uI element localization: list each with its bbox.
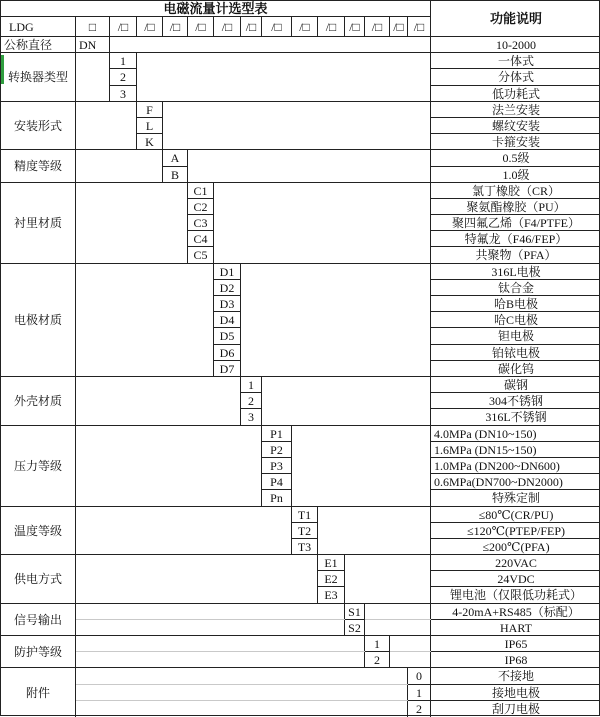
option-desc-cell: 碳钢 xyxy=(431,377,600,393)
diameter-code-cell: DN xyxy=(76,37,110,53)
option-code-cell: 1 xyxy=(408,685,431,701)
group-label-8: 供电方式 xyxy=(1,555,76,604)
option-code-cell: Pn xyxy=(262,490,292,507)
filler-cell xyxy=(292,426,431,507)
group-label-4: 电极材质 xyxy=(1,264,76,377)
group-label-9: 信号输出 xyxy=(1,604,76,636)
group-label-7: 温度等级 xyxy=(1,507,76,555)
group-label-6: 压力等级 xyxy=(1,426,76,507)
group-label-10: 防护等级 xyxy=(1,636,76,668)
base-code-box-cell: □ xyxy=(76,17,110,37)
option-desc-cell: 24VDC xyxy=(431,571,600,587)
function-desc-header: 功能说明 xyxy=(431,1,600,37)
option-code-cell: C2 xyxy=(188,199,214,215)
filler-cell xyxy=(214,183,431,264)
option-desc-cell: 0.5级 xyxy=(431,150,600,167)
option-code-cell: 3 xyxy=(241,409,262,426)
option-desc-cell: HART xyxy=(431,620,600,636)
option-code-cell: 2 xyxy=(365,652,390,668)
option-code-cell: F xyxy=(137,102,163,118)
option-desc-cell: 1.0MPa (DN200~DN600) xyxy=(431,458,600,474)
group-label-2: 精度等级 xyxy=(1,150,76,183)
option-code-cell: K xyxy=(137,134,163,150)
light-gridline xyxy=(390,651,431,652)
option-code-cell: D2 xyxy=(214,280,241,296)
option-desc-cell: 316L电极 xyxy=(431,264,600,280)
group-label-5: 外壳材质 xyxy=(1,377,76,426)
code-slot-cell: /□ xyxy=(318,17,345,37)
option-desc-cell: 316L不锈钢 xyxy=(431,409,600,426)
filler-cell xyxy=(262,377,431,426)
option-code-cell: P3 xyxy=(262,458,292,474)
option-code-cell: D1 xyxy=(214,264,241,280)
filler-cell xyxy=(318,507,431,555)
filler-cell xyxy=(76,636,365,668)
option-code-cell: E2 xyxy=(318,571,345,587)
code-slot-cell: /□ xyxy=(214,17,241,37)
code-slot-cell: /□ xyxy=(241,17,262,37)
option-desc-cell: 特殊定制 xyxy=(431,490,600,507)
group-label-11: 附件 xyxy=(1,668,76,717)
code-slot-cell: /□ xyxy=(390,17,408,37)
option-code-cell: C4 xyxy=(188,231,214,247)
option-code-cell: A xyxy=(163,150,188,167)
group-label-3: 衬里材质 xyxy=(1,183,76,264)
code-slot-cell: /□ xyxy=(262,17,292,37)
light-gridline xyxy=(76,619,345,620)
filler-cell xyxy=(76,183,188,264)
option-code-cell: C3 xyxy=(188,215,214,231)
option-desc-cell: ≤120℃(PTEP/FEP) xyxy=(431,523,600,539)
option-code-cell: T2 xyxy=(292,523,318,539)
option-desc-cell: 钽电极 xyxy=(431,328,600,345)
option-code-cell: C5 xyxy=(188,247,214,264)
filler-cell xyxy=(76,604,345,636)
filler-cell xyxy=(76,264,214,377)
option-code-cell: S2 xyxy=(345,620,365,636)
option-desc-cell: 聚四氟乙烯（F4/PTFE） xyxy=(431,215,600,231)
filler-cell xyxy=(76,377,241,426)
option-code-cell: T3 xyxy=(292,539,318,555)
option-desc-cell: 分体式 xyxy=(431,69,600,86)
option-desc-cell: 刮刀电极 xyxy=(491,702,540,716)
option-code-cell: P1 xyxy=(262,426,292,442)
filler-cell xyxy=(365,604,431,636)
option-code-cell: D4 xyxy=(214,312,241,328)
diameter-desc-cell: 10-2000 xyxy=(431,37,600,53)
group-label-0: 转换器类型 xyxy=(1,53,76,102)
option-code-cell: 2 xyxy=(241,393,262,409)
option-desc-cell: 特氟龙（F46/FEP） xyxy=(431,231,600,247)
option-desc-cell: 不接地 xyxy=(431,668,600,685)
filler-cell xyxy=(76,555,318,604)
option-desc-cell: 1.0级 xyxy=(431,167,600,183)
option-desc-cell: ≤200℃(PFA) xyxy=(431,539,600,555)
option-desc-cell: 304不锈钢 xyxy=(431,393,600,409)
option-code-cell: D7 xyxy=(214,361,241,377)
option-code-cell: B xyxy=(163,167,188,183)
option-desc-cell: 哈B电极 xyxy=(431,296,600,312)
option-code-cell: D6 xyxy=(214,345,241,361)
option-code-cell: 1 xyxy=(365,636,390,652)
light-gridline xyxy=(76,700,408,701)
filler-cell xyxy=(76,150,163,183)
option-desc-cell: 低功耗式 xyxy=(431,86,600,102)
option-code-cell: 3 xyxy=(110,86,137,102)
option-code-cell: D5 xyxy=(214,328,241,345)
code-slot-cell: /□ xyxy=(163,17,188,37)
option-code-cell: D3 xyxy=(214,296,241,312)
option-desc-cell: 钛合金 xyxy=(431,280,600,296)
option-code-cell: S1 xyxy=(345,604,365,620)
option-code-cell: 2 xyxy=(110,69,137,86)
filler-cell xyxy=(76,102,137,150)
filler-cell xyxy=(76,426,262,507)
code-slot-cell: /□ xyxy=(110,17,137,37)
option-code-cell: 1 xyxy=(241,377,262,393)
light-gridline xyxy=(76,684,408,685)
light-gridline xyxy=(76,651,365,652)
option-desc-cell: 一体式 xyxy=(431,53,600,69)
filler-cell xyxy=(163,102,431,150)
code-slot-cell: /□ xyxy=(292,17,318,37)
filler-cell xyxy=(76,668,408,717)
option-desc-cell: 卡箍安装 xyxy=(431,134,600,150)
option-desc-cell: 螺纹安装 xyxy=(431,118,600,134)
option-desc-cell: 聚氨酯橡胶（PU） xyxy=(431,199,600,215)
option-desc-cell: 0.6MPa(DN700~DN2000) xyxy=(431,474,600,490)
option-desc-cell: 220VAC xyxy=(431,555,600,571)
option-desc-cell: 4.0MPa (DN10~150) xyxy=(431,426,600,442)
option-code-cell: T1 xyxy=(292,507,318,523)
option-code-cell: P2 xyxy=(262,442,292,458)
filler-cell xyxy=(241,264,431,377)
option-desc-cell: 碳化钨 xyxy=(431,361,600,377)
filler-cell xyxy=(76,507,292,555)
diameter-label: 公称直径 xyxy=(1,37,76,53)
option-code-cell: P4 xyxy=(262,474,292,490)
filler-cell xyxy=(188,150,431,183)
option-desc-cell: 法兰安装 xyxy=(431,102,600,118)
option-code-cell: E3 xyxy=(318,587,345,604)
option-desc-cell: 共聚物（PFA） xyxy=(431,247,600,264)
model-prefix-cell: LDG xyxy=(1,17,76,37)
code-slot-cell: /□ xyxy=(365,17,390,37)
option-code-cell: E1 xyxy=(318,555,345,571)
option-desc-cell: 哈C电极 xyxy=(431,312,600,328)
light-gridline xyxy=(365,619,431,620)
option-desc-cell: 锂电池（仅限低功耗式） xyxy=(431,587,600,604)
filler-cell xyxy=(345,555,431,604)
option-desc-cell: 1.6MPa (DN15~150) xyxy=(431,442,600,458)
code-slot-cell: /□ xyxy=(408,17,431,37)
code-slot-cell: /□ xyxy=(345,17,365,37)
table-title: 电磁流量计选型表 xyxy=(1,1,431,17)
option-code-cell: 2 xyxy=(408,701,431,717)
option-desc-cell: 接地电极 xyxy=(431,685,600,701)
option-desc-cell: IP68 xyxy=(431,652,600,668)
option-desc-cell: 4-20mA+RS485（标配） xyxy=(431,604,600,620)
option-desc-cell: 氯丁橡胶（CR） xyxy=(431,183,600,199)
group-label-1: 安装形式 xyxy=(1,102,76,150)
option-desc-cell: 铂铱电极 xyxy=(431,345,600,361)
option-code-cell: C1 xyxy=(188,183,214,199)
option-code-cell: 0 xyxy=(408,668,431,685)
option-code-cell: L xyxy=(137,118,163,134)
option-desc-cell: IP65 xyxy=(431,636,600,652)
option-code-cell: 1 xyxy=(110,53,137,69)
option-desc-cell: ≤80℃(CR/PU) xyxy=(431,507,600,523)
code-slot-cell: /□ xyxy=(137,17,163,37)
code-slot-cell: /□ xyxy=(188,17,214,37)
filler-cell xyxy=(110,37,431,53)
filler-cell xyxy=(137,53,431,102)
filler-cell xyxy=(76,53,110,102)
filler-cell xyxy=(390,636,431,668)
